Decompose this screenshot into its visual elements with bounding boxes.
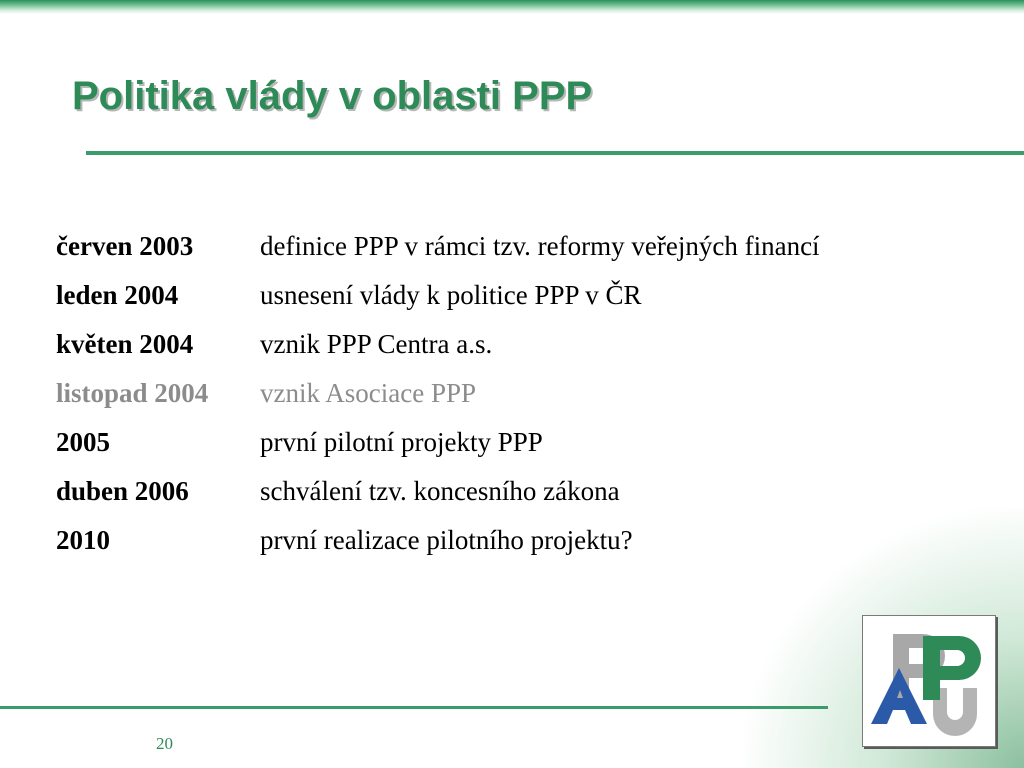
timeline-description: vznik PPP Centra a.s. [260, 329, 493, 359]
timeline-description: definice PPP v rámci tzv. reformy veřejných financí [260, 231, 820, 261]
timeline-description: první realizace pilotního projektu? [260, 525, 633, 555]
timeline-date: květen 2004 [56, 329, 194, 359]
timeline-date: listopad 2004 [56, 378, 209, 408]
timeline-description: schválení tzv. koncesního zákona [260, 476, 620, 506]
timeline-description: první pilotní projekty PPP [260, 427, 543, 457]
timeline-row [56, 320, 996, 369]
timeline-date: duben 2006 [56, 476, 189, 506]
timeline-date: 2010 [56, 525, 110, 555]
timeline-row [56, 516, 996, 565]
timeline-row [56, 271, 996, 320]
timeline-date: leden 2004 [56, 280, 179, 310]
timeline-row-dimmed [56, 369, 996, 418]
appp-logo-graphic [863, 616, 995, 746]
top-decorative-band [0, 0, 1024, 14]
timeline-description: vznik Asociace PPP [260, 378, 476, 408]
timeline-row [56, 418, 996, 467]
timeline-description: usnesení vlády k politice PPP v ČR [260, 280, 642, 310]
timeline-list [56, 222, 996, 565]
title-underline [86, 151, 1024, 155]
slide-title: Politika vlády v oblasti PPP [72, 74, 593, 118]
timeline-date: červen 2003 [56, 231, 194, 261]
asociace-ppp-logo-icon [862, 615, 996, 747]
page-number: 20 [156, 734, 173, 753]
timeline-date: 2005 [56, 427, 110, 457]
footer-rule [0, 706, 828, 709]
timeline-row [56, 222, 996, 271]
timeline-row [56, 467, 996, 516]
